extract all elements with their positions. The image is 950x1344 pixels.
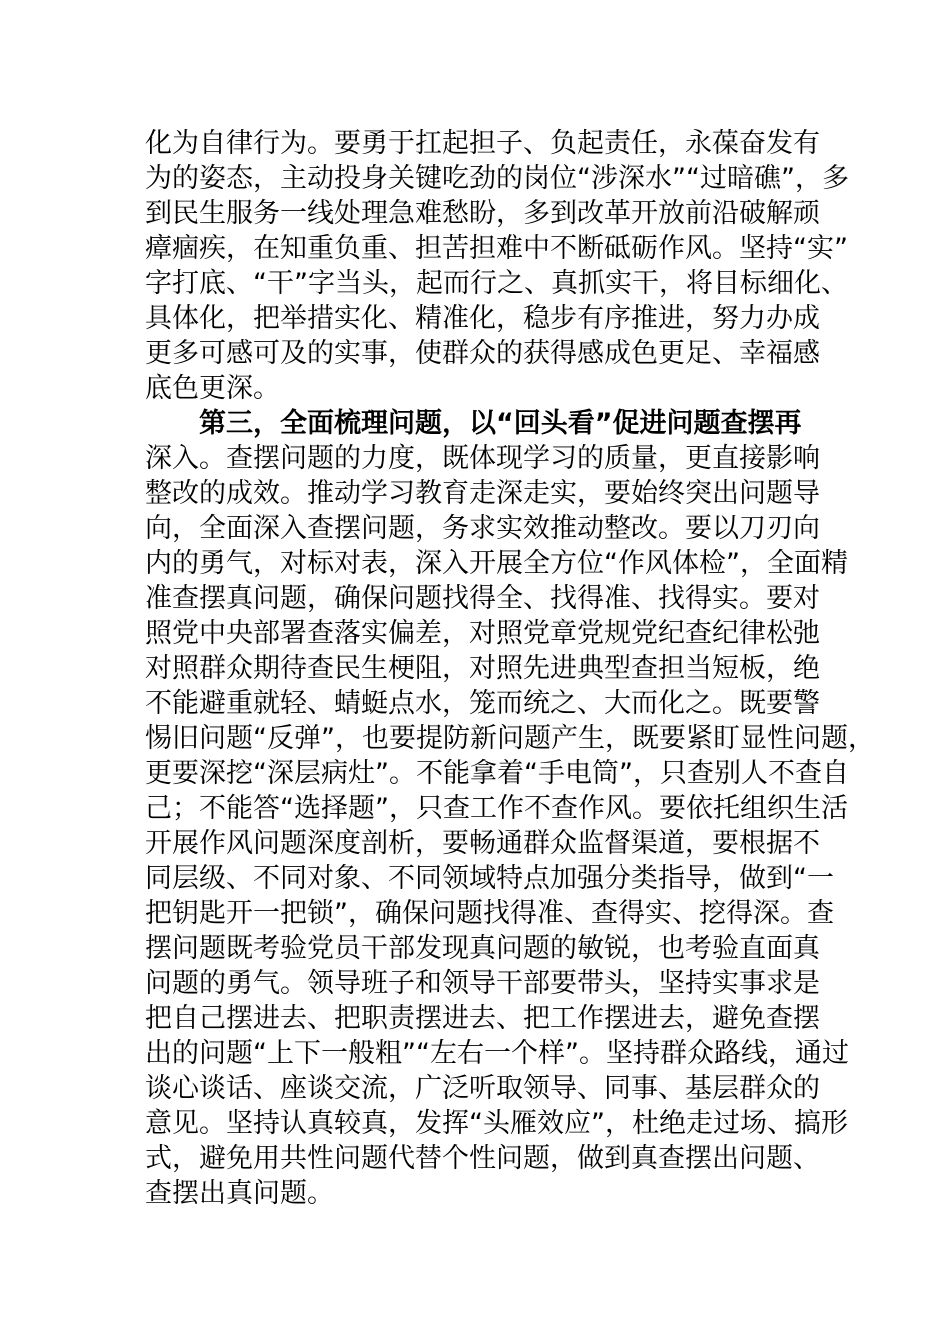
text-line: 内的勇气，对标对表，深入开展全方位“作风体检”，全面精 <box>145 548 848 579</box>
text-line: 不能避重就轻、蜻蜓点水，笼而统之、大而化之。既要警 <box>145 688 820 719</box>
body-text <box>145 126 875 1211</box>
text-line: 式，避免用共性问题代替个性问题，做到真查摆出问题、 <box>145 1143 820 1174</box>
text-line: 瘴痼疾，在知重负重、担苦担难中不断砥砺作风。坚持“实” <box>145 233 848 264</box>
text-line: 谈心谈话、座谈交流，广泛听取领导、同事、基层群众的 <box>145 1073 820 1104</box>
text-line: 出的问题“上下一般粗”“左右一个样”。坚持群众路线，通过 <box>145 1038 849 1069</box>
text-line: 为的姿态，主动投身关键吃劲的岗位“涉深水”“过暗礁”，多 <box>145 163 849 194</box>
text-line: 问题的勇气。领导班子和领导干部要带头，坚持实事求是 <box>145 968 820 999</box>
text-line: 化为自律行为。要勇于扛起担子、负起责任，永葆奋发有 <box>145 128 820 159</box>
text-line: 摆问题既考验党员干部发现真问题的敏锐，也考验直面真 <box>145 933 820 964</box>
text-line: 底色更深。 <box>145 373 280 404</box>
text-line: 更多可感可及的实事，使群众的获得感成色更足、幸福感 <box>145 338 820 369</box>
text-line: 开展作风问题深度剖析，要畅通群众监督渠道，要根据不 <box>145 828 820 859</box>
text-line: 准查摆真问题，确保问题找得全、找得准、找得实。要对 <box>145 583 820 614</box>
text-line: 查摆出真问题。 <box>145 1178 334 1209</box>
text-line: 把自己摆进去、把职责摆进去、把工作摆进去，避免查摆 <box>145 1003 820 1034</box>
text-line: 深入。查摆问题的力度，既体现学习的质量，更直接影响 <box>145 443 820 474</box>
text-line: 照党中央部署查落实偏差，对照党章党规党纪查纪律松弛 <box>145 618 820 649</box>
text-line: 更要深挖“深层病灶”。不能拿着“手电筒”，只查别人不查自 <box>145 758 849 789</box>
text-line: 把钥匙开一把锁”，确保问题找得准、查得实、挖得深。查 <box>145 898 834 929</box>
text-line: 向，全面深入查摆问题，务求实效推动整改。要以刀刃向 <box>145 513 820 544</box>
text-line: 惕旧问题“反弹”，也要提防新问题产生，既要紧盯显性问题， <box>145 723 875 754</box>
text-line: 同层级、不同对象、不同领域特点加强分类指导，做到“一 <box>145 863 834 894</box>
text-line: 对照群众期待查民生梗阻，对照先进典型查担当短板，绝 <box>145 653 820 684</box>
text-line: 整改的成效。推动学习教育走深走实，要始终突出问题导 <box>145 478 820 509</box>
section-heading-line: 第三，全面梳理问题，以“回头看”促进问题查摆再 <box>199 408 802 439</box>
text-line: 具体化，把举措实化、精准化，稳步有序推进，努力办成 <box>145 303 820 334</box>
text-line: 字打底、“干”字当头，起而行之、真抓实干，将目标细化、 <box>145 268 848 299</box>
text-line: 意见。坚持认真较真，发挥“头雁效应”，杜绝走过场、搞形 <box>145 1108 848 1139</box>
text-line: 己；不能答“选择题”，只查工作不查作风。要依托组织生活 <box>145 793 848 824</box>
text-line: 到民生服务一线处理急难愁盼，多到改革开放前沿破解顽 <box>145 198 820 229</box>
